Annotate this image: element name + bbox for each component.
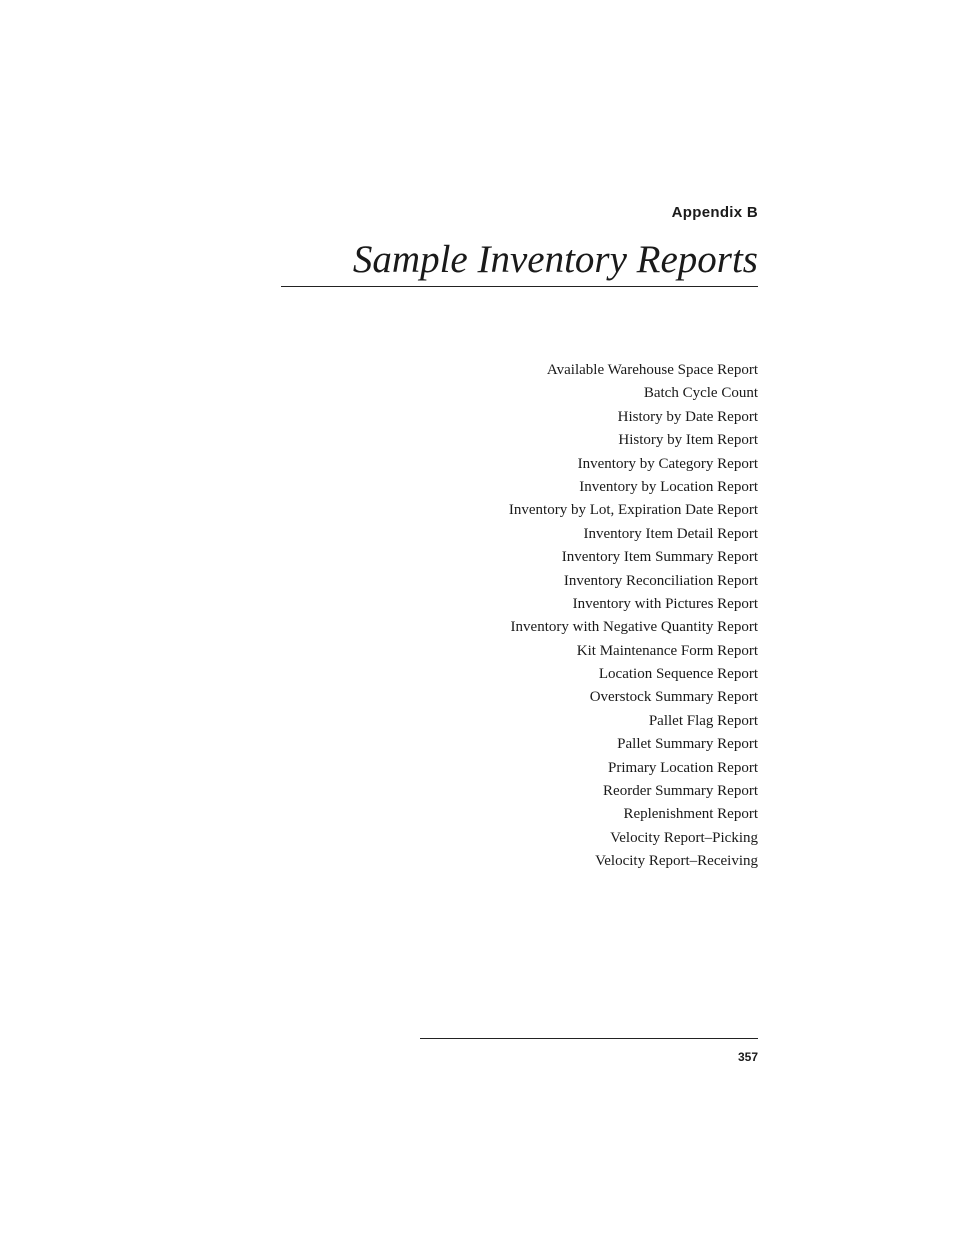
report-list-item: History by Item Report: [618, 432, 758, 449]
footer-divider: [420, 1038, 758, 1039]
report-list-item: Location Sequence Report: [598, 666, 758, 683]
report-list-item: Inventory Item Summary Report: [561, 549, 758, 566]
report-list-item: Available Warehouse Space Report: [546, 362, 758, 378]
report-list-item: Inventory Reconciliation Report: [563, 572, 758, 589]
report-list-item: Replenishment Report: [623, 806, 758, 823]
report-list-item: Inventory with Negative Quantity Report: [510, 619, 758, 636]
page-title: Sample Inventory Reports: [352, 238, 758, 281]
report-list: [509, 359, 758, 874]
appendix-label: Appendix B: [671, 204, 758, 221]
report-list-item: Velocity Report–Receiving: [595, 853, 758, 870]
report-list-item: Inventory with Pictures Report: [572, 595, 758, 612]
report-list-item: Primary Location Report: [608, 759, 758, 776]
report-list-item: Pallet Flag Report: [648, 712, 758, 729]
report-list-item: Inventory Item Detail Report: [583, 525, 758, 542]
report-list-item: Batch Cycle Count: [643, 385, 758, 402]
report-list-item: Velocity Report–Picking: [610, 829, 758, 846]
page-number: 357: [737, 1050, 758, 1064]
report-list-item: Pallet Summary Report: [617, 736, 758, 753]
report-list-item: Kit Maintenance Form Report: [576, 642, 758, 659]
report-list-item: Overstock Summary Report: [589, 689, 758, 706]
report-list-item: Inventory by Lot, Expiration Date Report: [508, 502, 758, 519]
report-list-item: History by Date Report: [617, 408, 758, 425]
report-list-item: Reorder Summary Report: [603, 783, 758, 800]
report-list-item: Inventory by Location Report: [579, 478, 758, 495]
report-list-item: Inventory by Category Report: [577, 455, 758, 472]
title-divider: [281, 286, 758, 287]
